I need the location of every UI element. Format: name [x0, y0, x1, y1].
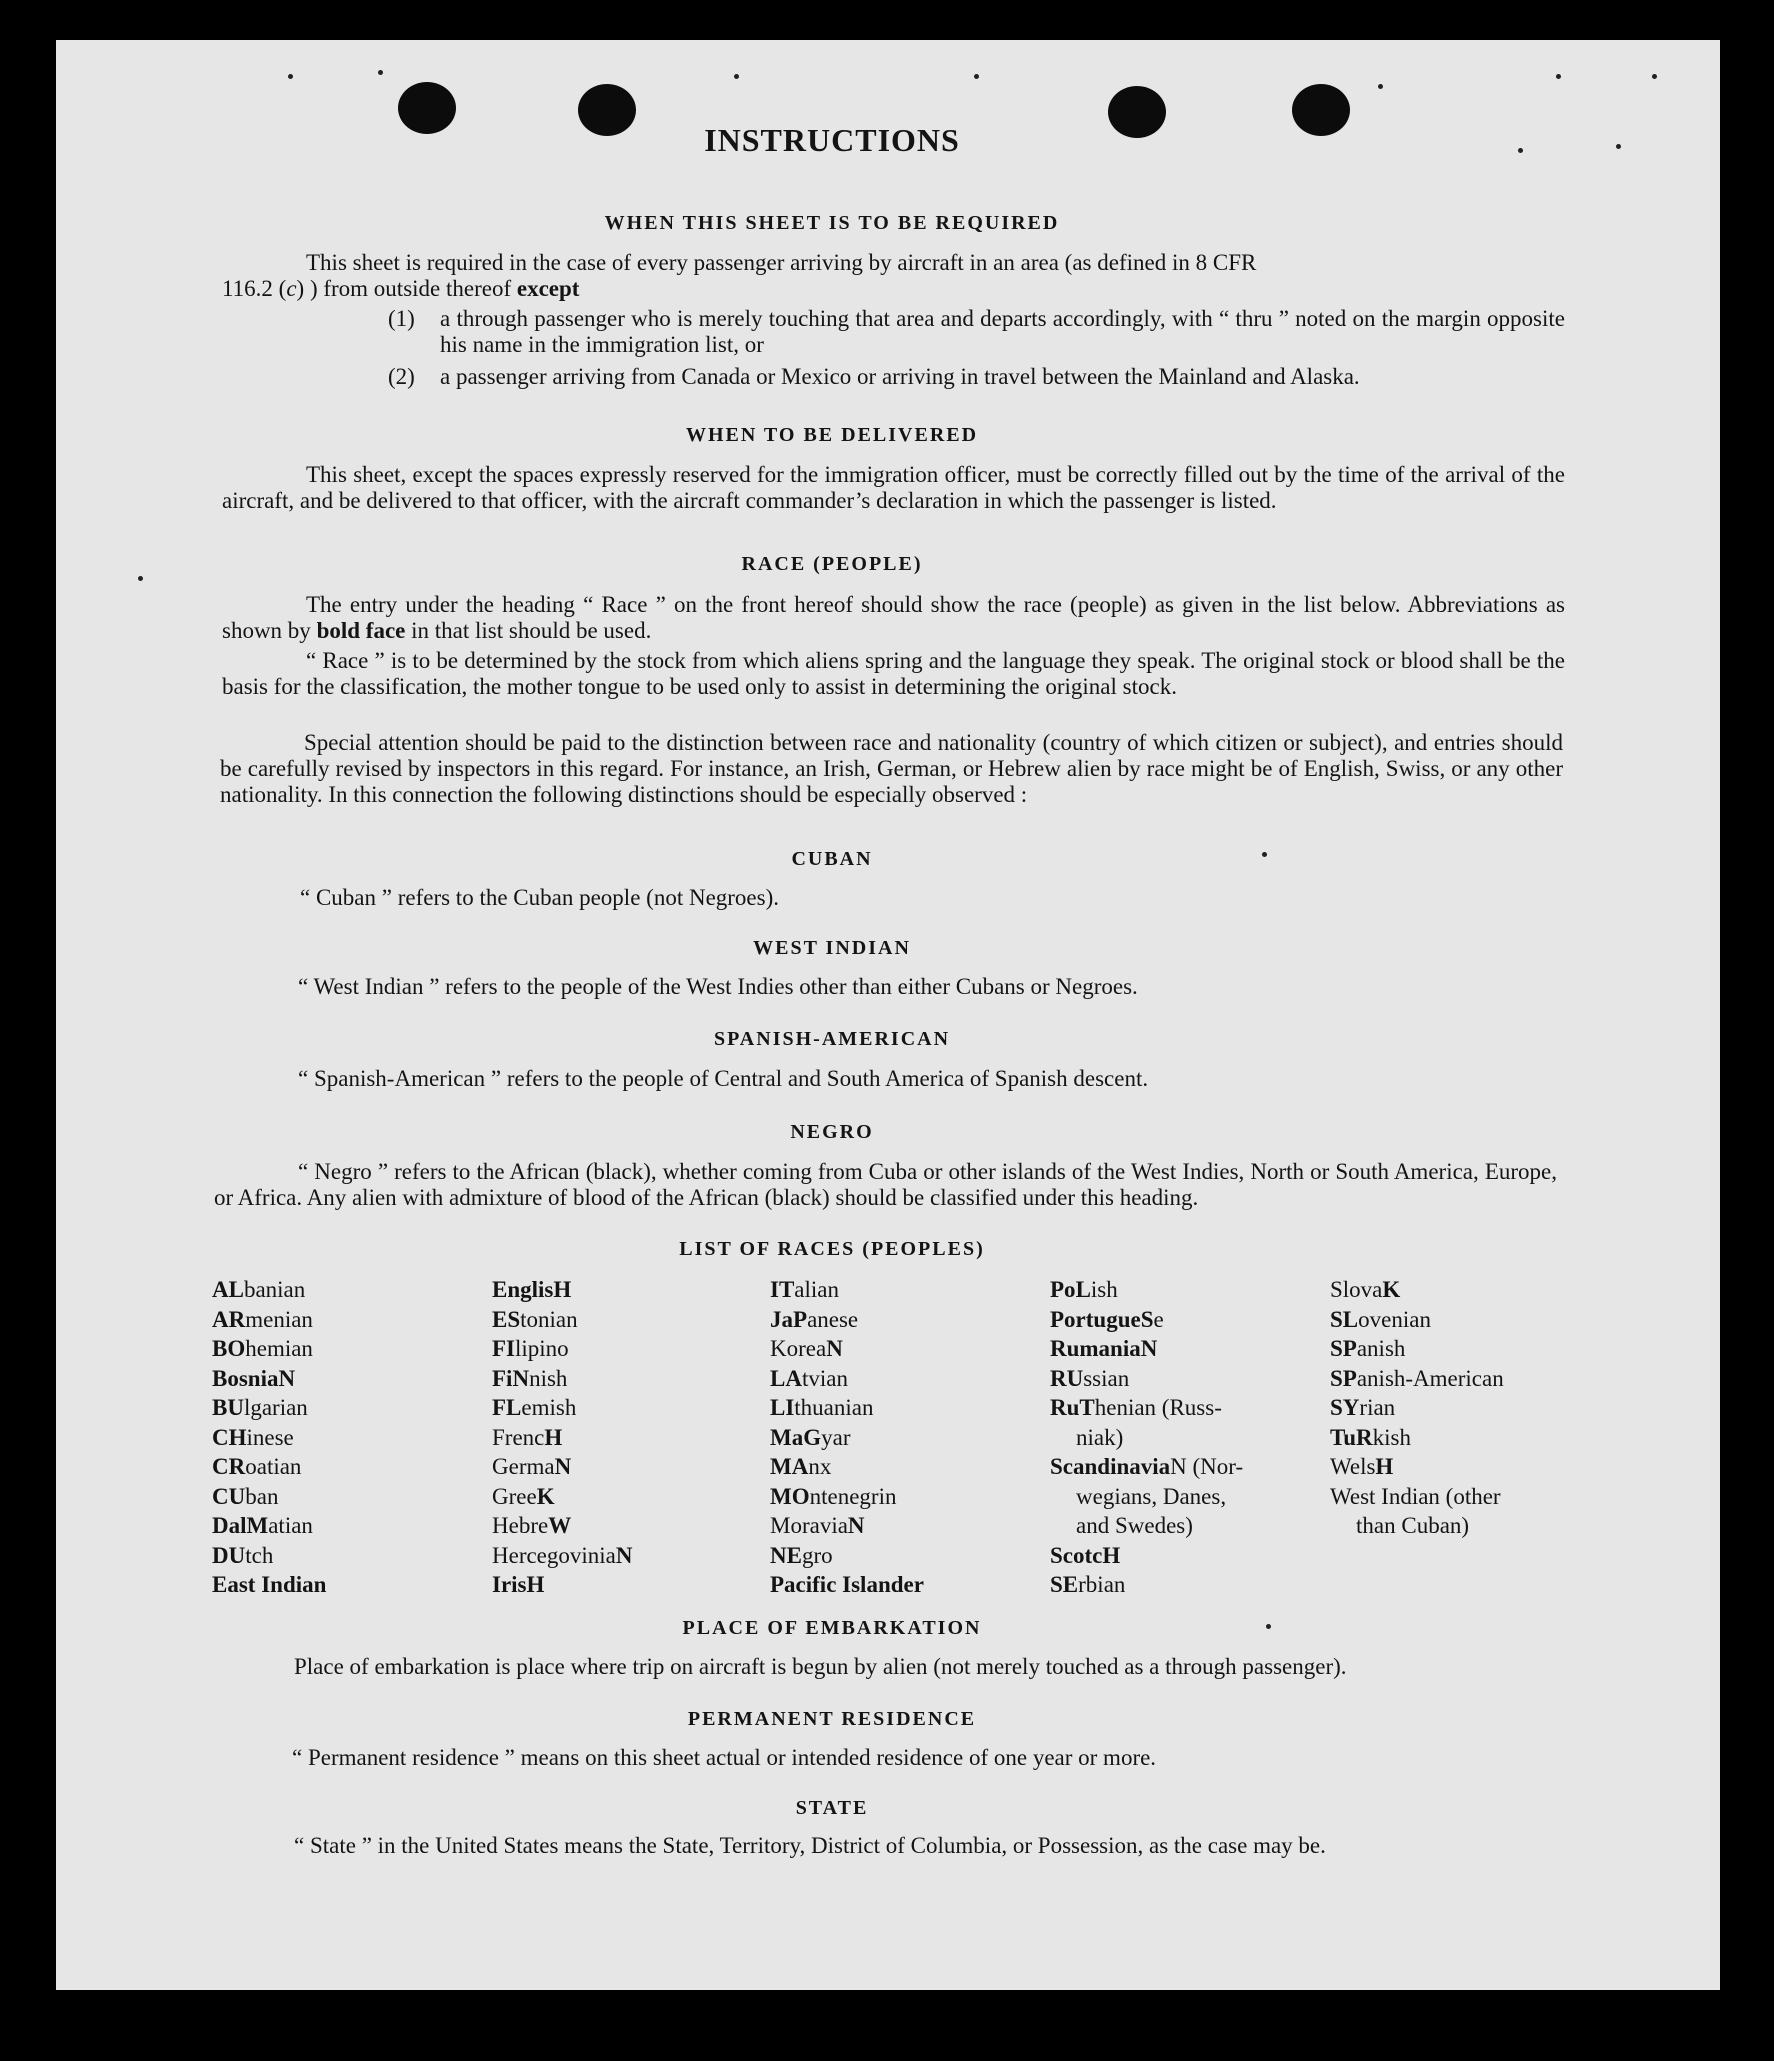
race-item: FrencH: [492, 1424, 563, 1450]
race-item: PoLish: [1050, 1277, 1118, 1302]
race-item: MaGyar: [770, 1424, 851, 1450]
race-item: JaPanese: [770, 1306, 859, 1332]
race-item: GreeK: [492, 1483, 555, 1509]
race-item: BUlgarian: [212, 1395, 308, 1420]
race-paragraph-1: The entry under the heading “ Race ” on the front hereof should show the race (people) as given in the list below. Abbreviations as shown by bold face in that list should be used.: [222, 592, 1565, 643]
embarkation-text: Place of embarkation is place where trip on aircraft is begun by alien (not merely touched as a through passenger).: [294, 1654, 1347, 1679]
race-item: SlovaK: [1330, 1277, 1401, 1302]
race-item: FiNnish: [492, 1365, 568, 1391]
heading-cuban: CUBAN: [791, 848, 873, 870]
heading-permanent-residence: PERMANENT RESIDENCE: [687, 1708, 977, 1730]
race-item: MAnx: [770, 1454, 832, 1479]
race-item: CUban: [212, 1483, 279, 1509]
race-item: HebreW: [492, 1513, 572, 1538]
heading-state: STATE: [795, 1797, 869, 1819]
race-item: BosniaN: [212, 1365, 296, 1391]
heading-west-indian: WEST INDIAN: [753, 937, 911, 959]
race-item: MoraviaN: [770, 1513, 865, 1538]
race-item: East Indian: [212, 1572, 327, 1597]
required-item-1: (1) a through passenger who is merely touching that area and departs accordingly, with “ thru ” noted on the margin opposite his name in the immigration list, or: [388, 306, 1565, 357]
race-item: DalMatian: [212, 1513, 313, 1538]
race-item: GermaN: [492, 1454, 572, 1479]
race-item: DUtch: [212, 1542, 274, 1568]
race-column-5: [1330, 1275, 1580, 1541]
heading-race: RACE (PEOPLE): [741, 553, 923, 575]
race-item: LIthuanian: [770, 1395, 874, 1420]
race-item: NEgro: [770, 1542, 833, 1568]
race-item: CRoatian: [212, 1454, 302, 1479]
race-item: ScotcH: [1050, 1542, 1121, 1568]
race-item: ALbanian: [212, 1277, 306, 1302]
race-item: West Indian (other than Cuban): [1330, 1483, 1501, 1538]
race-item: FLemish: [492, 1395, 577, 1420]
heading-spanish-american: SPANISH-AMERICAN: [713, 1028, 951, 1050]
race-item: RumaniaN: [1050, 1336, 1158, 1361]
required-intro: This sheet is required in the case of every passenger arriving by aircraft in an area (as defined in 8 CFR 116.2 (c) ) from outside thereof except: [222, 250, 1257, 301]
race-item: TuRkish: [1330, 1424, 1411, 1450]
race-item: LAtvian: [770, 1365, 848, 1391]
race-item: SLovenian: [1330, 1306, 1431, 1332]
west-indian-text: “ West Indian ” refers to the people of the West Indies other than either Cubans or Negroes.: [298, 974, 1138, 999]
page-title: INSTRUCTIONS: [704, 122, 960, 158]
race-item: RuThenian (Russ- niak): [1050, 1395, 1222, 1450]
negro-text: “ Negro ” refers to the African (black), whether coming from Cuba or other islands of the West Indies, North or South America, Europe, or Africa. Any alien with admixture of blood of the African (black) should be classified under this heading.: [214, 1159, 1557, 1210]
race-item: SErbian: [1050, 1572, 1126, 1597]
race-column-3: [770, 1275, 1070, 1600]
race-item: HercegoviniaN: [492, 1542, 633, 1568]
state-text: “ State ” in the United States means the State, Territory, District of Columbia, or Possession, as the case may be.: [294, 1833, 1326, 1858]
race-column-1: [212, 1275, 512, 1600]
heading-delivered: WHEN TO BE DELIVERED: [685, 424, 979, 446]
race-item: IrisH: [492, 1572, 545, 1597]
race-item: FIlipino: [492, 1336, 569, 1361]
race-item: BOhemian: [212, 1336, 313, 1361]
delivered-text: This sheet, except the spaces expressly reserved for the immigration officer, must be correctly filled out by the time of the arrival of the aircraft, and be delivered to that officer, with the aircraft commander’s declaration in which the passenger is listed.: [222, 462, 1565, 513]
race-item: RUssian: [1050, 1365, 1130, 1391]
heading-negro: NEGRO: [790, 1121, 874, 1143]
race-item: SYrian: [1330, 1395, 1396, 1420]
race-item: ITalian: [770, 1277, 839, 1302]
race-item: ARmenian: [212, 1306, 313, 1332]
race-item: EStonian: [492, 1306, 578, 1332]
race-item: SPanish: [1330, 1336, 1406, 1361]
race-paragraph-2: “ Race ” is to be determined by the stock from which aliens spring and the language they speak. The original stock or blood shall be the basis for the classification, the mother tongue to be used only to assist in determining the original stock.: [222, 648, 1565, 699]
required-item-2: (2) a passenger arriving from Canada or Mexico or arriving in travel between the Mainland and Alaska.: [388, 364, 1360, 389]
race-item: Pacific Islander: [770, 1572, 924, 1597]
cuban-text: “ Cuban ” refers to the Cuban people (not Negroes).: [300, 885, 780, 910]
spanish-american-text: “ Spanish-American ” refers to the people of Central and South America of Spanish descent.: [298, 1066, 1149, 1091]
residence-text: “ Permanent residence ” means on this sheet actual or intended residence of one year or more.: [292, 1745, 1157, 1770]
race-column-4: [1050, 1275, 1300, 1600]
race-item: CHinese: [212, 1424, 294, 1450]
race-item: EnglisH: [492, 1277, 572, 1302]
race-column-2: [492, 1275, 792, 1600]
race-item: WelsH: [1330, 1454, 1394, 1479]
heading-list-of-races: LIST OF RACES (PEOPLES): [679, 1238, 985, 1260]
heading-required: WHEN THIS SHEET IS TO BE REQUIRED: [604, 212, 1060, 234]
race-item: MOntenegrin: [770, 1483, 897, 1509]
race-item: PortugueSe: [1050, 1306, 1164, 1332]
race-item: KoreaN: [770, 1336, 843, 1361]
race-paragraph-3: Special attention should be paid to the distinction between race and nationality (country of which citizen or subject), and entries should be carefully revised by inspectors in this regard. For instance, an Irish, German, or Hebrew alien by race might be of English, Swiss, or any other nationality. In this connection the following distinctions should be especially observed :: [220, 730, 1563, 807]
heading-embarkation: PLACE OF EMBARKATION: [682, 1617, 982, 1639]
race-item: SPanish-American: [1330, 1365, 1504, 1391]
race-item: ScandinaviaN (Nor- wegians, Danes, and Swedes): [1050, 1454, 1244, 1538]
